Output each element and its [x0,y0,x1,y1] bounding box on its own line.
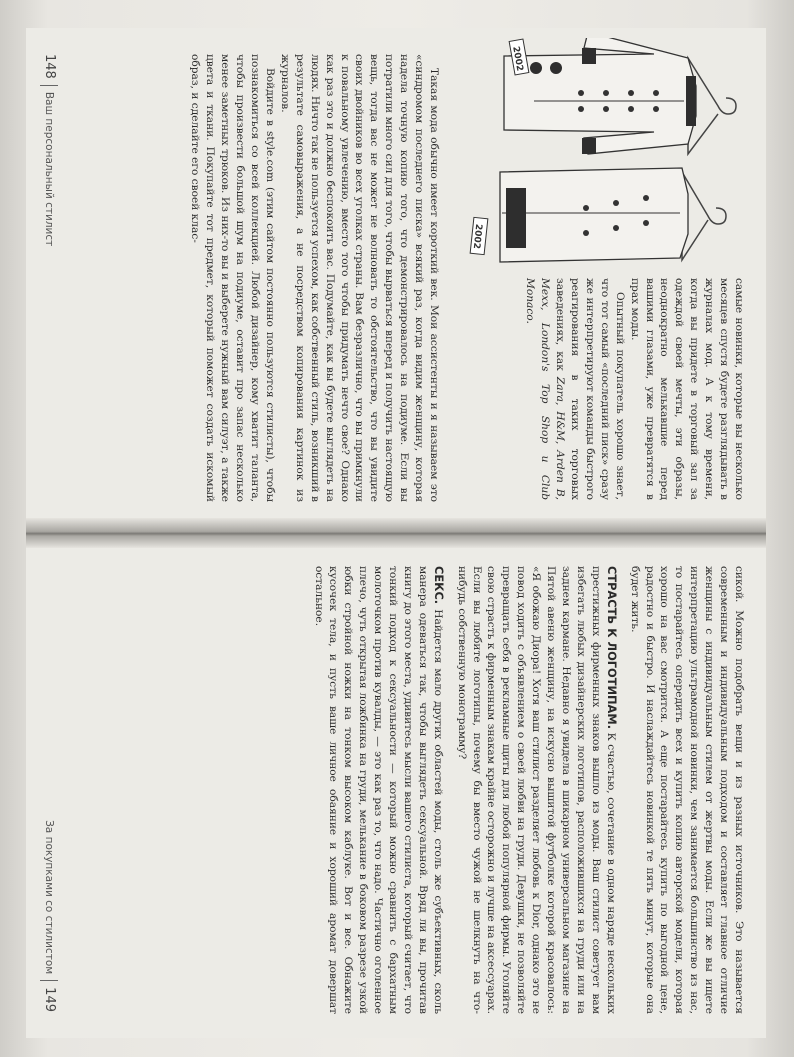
page-number-right: 149 [42,987,57,1012]
right-page-footer [40,820,58,1012]
right-paragraph-2-text: К счастью, сочетание в одном наряде нескольких престижных фирменных знаков вышло из моды. Ваш стилист советует вам избегать любых дизайнерских логотипов, расположившихся на груди или на заднем кармане. Недавно я увидела в шикарном универсальном магазине на Пятой авеню женщину, на искусно вышитой футболке которой красовалось: «Я обожаю Диора! Хотя ваш стилист разделяет любовь к Dior, однако это не повод ходить с объявлением о своей любви на груди. Девушки, не позволяйте превращать себя в рекламные щиты для любой популярной фирмы. Уголяйте свою страсть к фирменным знакам крайне осторожно и лучше на аксессуарах. Если вы любите логотипы, почему бы вместо чужой не шелкнуть на что-нибудь собственную монограмму? [455,566,617,1014]
left-page-column-text [522,278,746,500]
heading-sex: СЕКС. [431,566,446,605]
book-gutter [26,518,766,548]
page-number-left: 148 [42,54,57,79]
right-paragraph-3-text: Найдется мало других областей моды, столь же субъективных, сколь манера одеваться так, чтобы выглядеть сексуальной. Вряд ли вы, прочитав книгу до этого места, удивитесь мысли вашего стилиста, который считает, что тонкий подход к сексуальности — который можно сравнить с бархатным молоточком против кувалды, — это как раз то, что надо. Частично оголенное плечо, чуть открытая ложбинка на груди, мелькание в боковом разрезе узкой юбки стройной ножки на тонком высоком каблуке. Вот и все. Обнажите кусочек тела, и пусть ваше личное обаяние и хороший аромат довершат остальное. [312,566,444,1015]
left-paragraph-continuation: самые новинки, которые вы несколько месяцев спустя будете разглядывать в журналах мод. А к тому времени, когда вы придете в торговый зал за одеждой своей мечты, эти образы, неоднократно мелькавшие перед вашими глазами, уже превратятся в прах моды. [628,278,745,500]
left-paragraph-1 [522,278,626,500]
footer-divider [40,980,58,981]
left-page [26,28,766,518]
jacket-illustration [446,38,746,268]
year-label-left: 2002 [510,45,525,73]
right-paragraph-1: сикой. Можно подобрать вещи и из разных источников. Это называется современным и индивидуальным подходом и составляет главное отличие женщины с индивидуальным стилем от жертвы моды. Если же вы ищете интерпретацию ультрамодной новинки, чем занимается большинство из нас, то постарайтесь опередить всех и купить копию авторской модели, которая хорошо на вас смотрится. А еще постарайтесь купить по выгодной цене, радостно и быстро. И наслаждайтесь новинкой те пять минут, которые она будет жить. [628,566,745,1014]
rotated-spread [26,28,766,1038]
running-title-right: За покупками со стилистом [43,820,55,975]
left-page-main-text [188,54,441,502]
running-title-left: Ваш персональный стилист [43,91,55,247]
left-paragraph-2: Такая мода обычно имеет короткий век. Мои ассистенты и я называем это «синдромом последнего писка» всякий раз, когда видим женщину, которая надела точную копию того, что демонстрировалось на подиуме. Если вы потратили много сил для того, чтобы вырваться вперед и получить настоящую вещь, тогда вас не может не волновать то обстоятельство, что вы увидите своих двойников во всех уголках страны. Вам безразлично, что вы примкнули к повальному увлечению, вместо того чтобы придумать нечто свое? Однако как раз это и должно беспокоить вас. Подумайте, как вы будете выглядеть на людях. Ничто так не пользуется успехом, как собственный стиль, возникший в результате самовыражения, а не посредством копирования картинок из журналов. [278,54,440,502]
year-label-right: 2002 [470,223,484,250]
brand-list: Zara, H&M, Arden B, Mexx, London's Top Shop и Club Monaco. [524,278,567,501]
footer-divider [40,85,58,86]
right-page-text [311,566,746,1014]
left-page-footer [40,54,58,246]
left-paragraph-3: Войдите в style.com (этим сайтом постоянно пользуются стилисты), чтобы познакомиться со всей коллекцией. Любой дизайнер, кому хватит таланта, чтобы произвести большой шум на подиуме, оставит про запас несколько менее заметных трюков. Из них-то вы и выберете нужный вам силуэт, а также цвета и ткани. Покупайте тот предмет, который поможет создать искомый образ, и сделайте его своей клас- [189,54,277,502]
right-page [26,548,766,1038]
right-paragraph-2 [454,566,619,1014]
right-paragraph-3 [311,566,446,1014]
left-paragraph-1-text: Опытный покупатель хорошо знает, что тот самый «последний писк» сразу же интерпретируют команды быстрого реагирования в таких торговых заведениях, как [554,278,626,500]
heading-logos: СТРАСТЬ К ЛОГОТИПАМ. [604,566,619,730]
